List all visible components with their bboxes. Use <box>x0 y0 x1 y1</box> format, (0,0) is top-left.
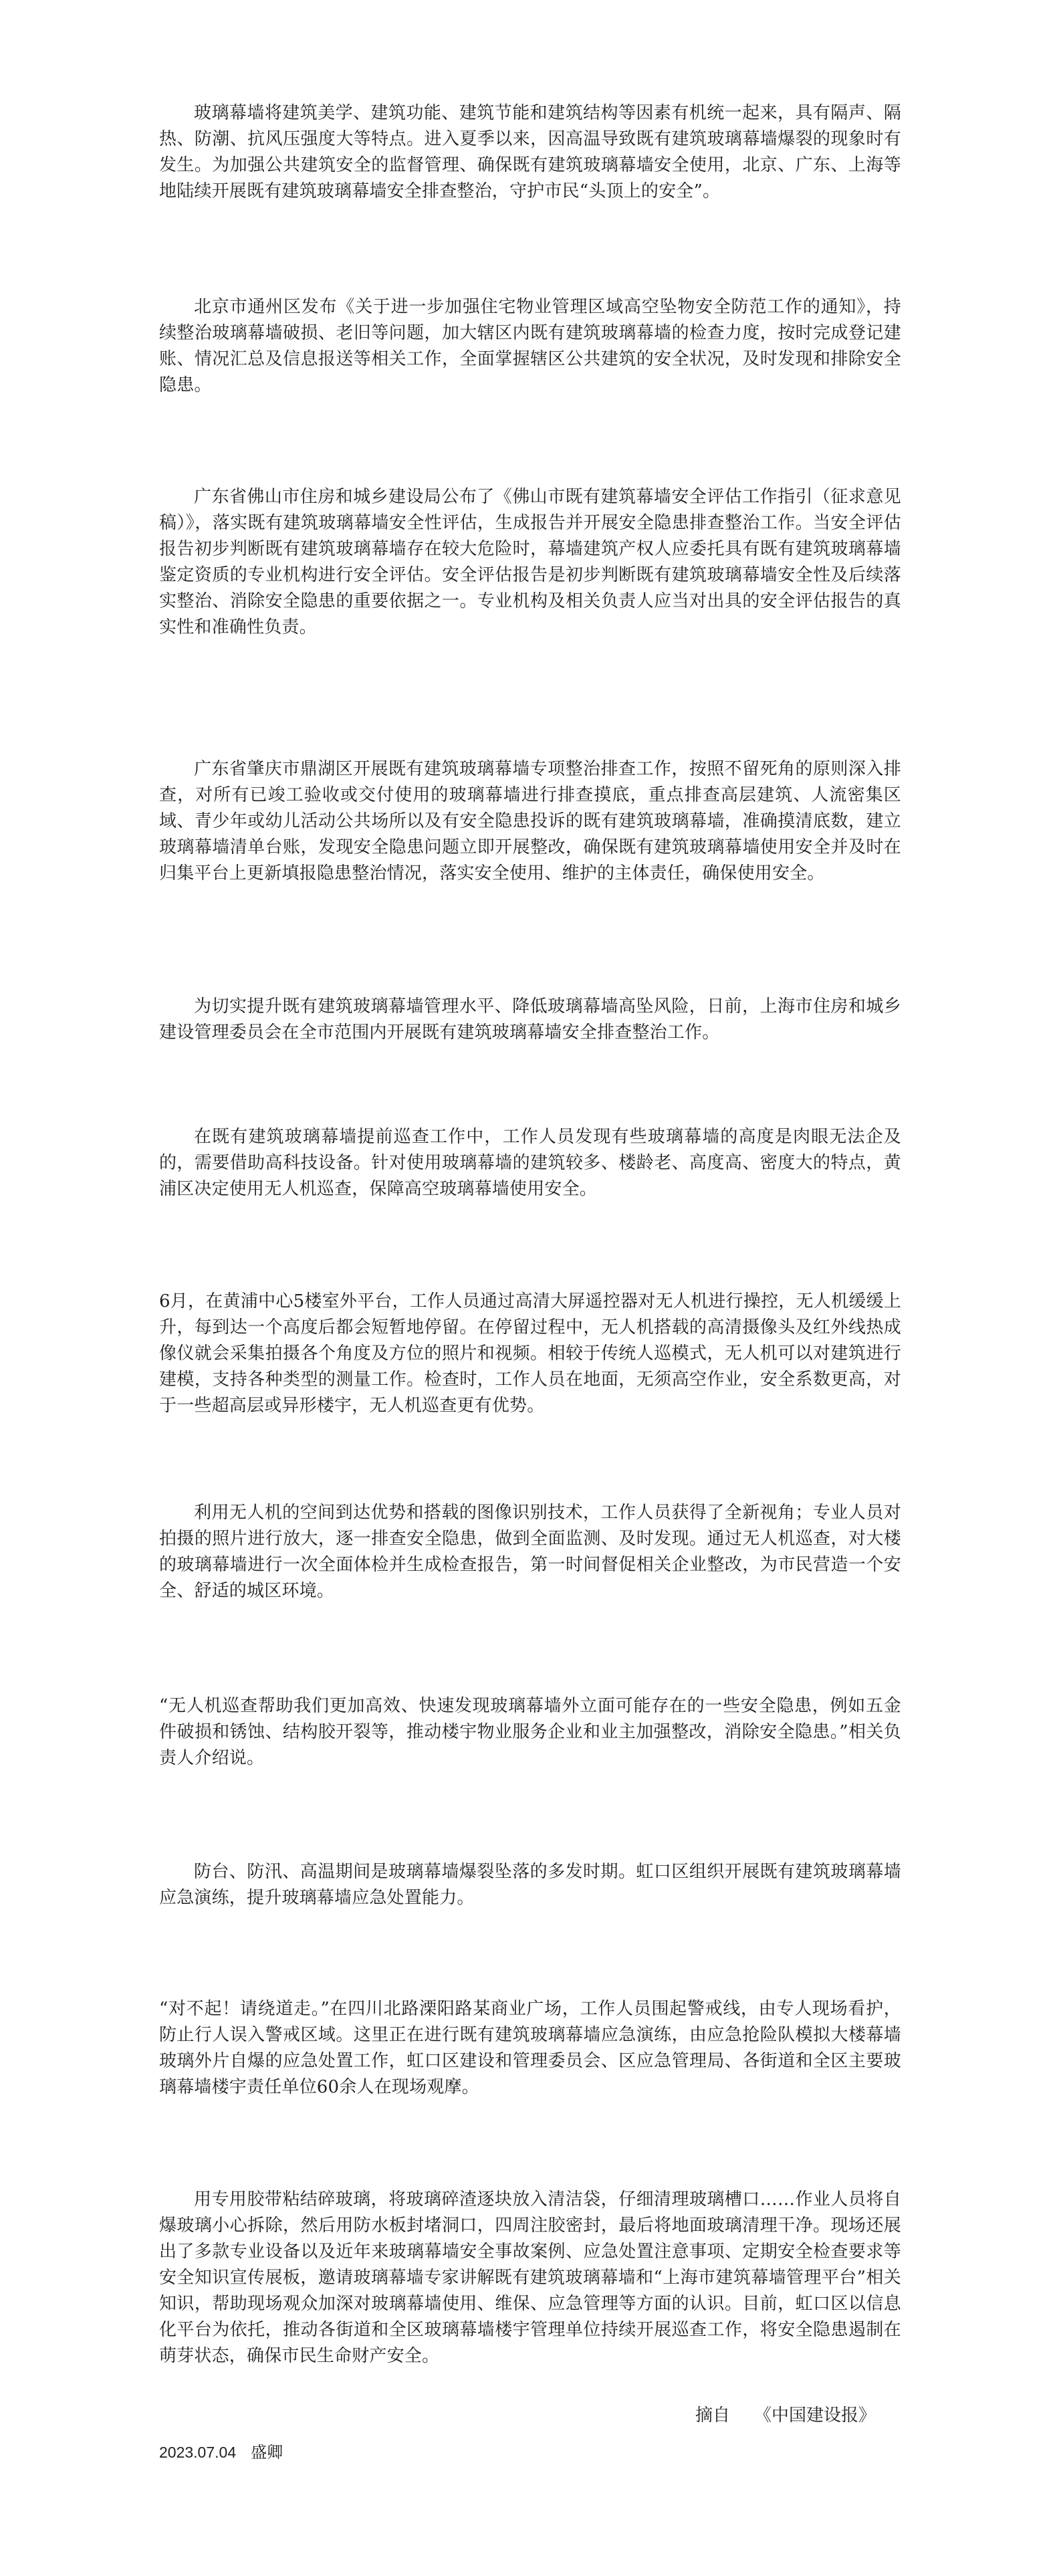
publish-date: 2023.07.04 <box>159 2444 237 2461</box>
author-name: 盛卿 <box>251 2443 283 2462</box>
paragraph-quote: “无人机巡查帮助我们更加高效、快速发现玻璃幕墙外立面可能存在的一些安全隐患，例如五金件破损和锈蚀、结构胶开裂等，推动楼宇物业服务企业和业主加强整改，消除安全隐患。”相关负责人介绍说。 <box>159 1696 901 1768</box>
paragraph-image-recognition: 利用无人机的空间到达优势和搭载的图像识别技术，工作人员获得了全新视角；专业人员对拍摄的照片进行放大，逐一排查安全隐患，做到全面监测、及时发现。通过无人机巡查，对大楼的玻璃幕墙进行一次全面体检并生成检查报告，第一时间督促相关企业整改，为市民营造一个安全、舒适的城区环境。 <box>159 1503 901 1601</box>
paragraph-beijing-tongzhou: 北京市通州区发布《关于进一步加强住宅物业管理区域高空坠物安全防范工作的通知》，持续整治玻璃幕墙破损、老旧等问题，加大辖区内既有建筑玻璃幕墙的检查力度，按时完成登记建账、情况汇总及信息报送等相关工作，全面掌握辖区公共建筑的安全状况，及时发现和排除安全隐患。 <box>159 297 901 395</box>
paragraph-huangpu-drone: 在既有建筑玻璃幕墙提前巡查工作中，工作人员发现有些玻璃幕墙的高度是肉眼无法企及的，需要借助高科技设备。针对使用玻璃幕墙的建筑较多、楼龄老、高度高、密度大的特点，黄浦区决定使用无人机巡查，保障高空玻璃幕墙使用安全。 <box>159 1127 901 1199</box>
paragraph-guangdong-foshan: 广东省佛山市住房和城乡建设局公布了《佛山市既有建筑幕墙安全评估工作指引（征求意见稿）》，落实既有建筑玻璃幕墙安全性评估，生成报告并开展安全隐患排查整治工作。当安全评估报告初步判断既有建筑玻璃幕墙存在较大危险时，幕墙建筑产权人应委托具有既有建筑玻璃幕墙鉴定资质的专业机构进行安全评估。安全评估报告是初步判断既有建筑玻璃幕墙安全性及后续落实整治、消除安全隐患的重要依据之一。专业机构及相关负责人应当对出具的安全评估报告的真实性和准确性负责。 <box>159 487 901 637</box>
paragraph-intro: 玻璃幕墙将建筑美学、建筑功能、建筑节能和建筑结构等因素有机统一起来，具有隔声、隔热、防潮、抗风压强度大等特点。进入夏季以来，因高温导致既有建筑玻璃幕墙爆裂的现象时有发生。为加强公共建筑安全的监督管理、确保既有建筑玻璃幕墙安全使用，北京、广东、上海等地陆续开展既有建筑玻璃幕墙安全排查整治，守护市民“头顶上的安全”。 <box>159 103 901 201</box>
paragraph-drill-scene: “对不起！请绕道走。”在四川北路溧阳路某商业广场，工作人员围起警戒线，由专人现场看护，防止行人误入警戒区域。这里正在进行既有建筑玻璃幕墙应急演练，由应急抢险队模拟大楼幕墙玻璃外片自爆的应急处置工作，虹口区建设和管理委员会、区应急管理局、各街道和全区主要玻璃幕墙楼宇责任单位60余人在现场观摩。 <box>159 1999 901 2097</box>
source-publication: 《中国建设报》 <box>754 2405 876 2426</box>
source-label: 摘自 <box>695 2405 731 2426</box>
paragraph-guangdong-zhaoqing: 广东省肇庆市鼎湖区开展既有建筑玻璃幕墙专项整治排查工作，按照不留死角的原则深入排查，对所有已竣工验收或交付使用的玻璃幕墙进行排查摸底，重点排查高层建筑、人流密集区域、青少年或幼儿活动公共场所以及有安全隐患投诉的既有建筑玻璃幕墙，准确摸清底数，建立玻璃幕墙清单台账，发现安全隐患问题立即开展整改，确保既有建筑玻璃幕墙使用安全并及时在归集平台上更新填报隐患整治情况，落实安全使用、维护的主体责任，确保使用安全。 <box>159 759 901 883</box>
paragraph-hongkou-drill: 防台、防汛、高温期间是玻璃幕墙爆裂坠落的多发时期。虹口区组织开展既有建筑玻璃幕墙应急演练，提升玻璃幕墙应急处置能力。 <box>159 1862 901 1908</box>
paragraph-shanghai-overview: 为切实提升既有建筑玻璃幕墙管理水平、降低玻璃幕墙高坠风险，日前，上海市住房和城乡建设管理委员会在全市范围内开展既有建筑玻璃幕墙安全排查整治工作。 <box>159 996 901 1043</box>
byline <box>159 2440 283 2466</box>
paragraph-june-inspection: 6月，在黄浦中心5楼室外平台，工作人员通过高清大屏遥控器对无人机进行操控，无人机缓缓上升，每到达一个高度后都会短暂地停留。在停留过程中，无人机搭载的高清摄像头及红外线热成像仪就会采集拍摄各个角度及方位的照片和视频。相较于传统人巡模式，无人机可以对建筑进行建模，支持各种类型的测量工作。检查时，工作人员在地面，无须高空作业，安全系数更高，对于一些超高层或异形楼宇，无人机巡查更有优势。 <box>159 1291 901 1416</box>
source-credit <box>695 2403 876 2429</box>
paragraph-drill-procedure: 用专用胶带粘结碎玻璃，将玻璃碎渣逐块放入清洁袋，仔细清理玻璃槽口……作业人员将自爆玻璃小心拆除，然后用防水板封堵洞口，四周注胶密封，最后将地面玻璃清理干净。现场还展出了多款专业设备以及近年来玻璃幕墙安全事故案例、应急处置注意事项、定期安全检查要求等安全知识宣传展板，邀请玻璃幕墙专家讲解既有建筑玻璃幕墙和“上海市建筑幕墙管理平台”相关知识，帮助现场观众加深对玻璃幕墙使用、维保、应急管理等方面的认识。目前，虹口区以信息化平台为依托，推动各街道和全区玻璃幕墙楼宇管理单位持续开展巡查工作，将安全隐患遏制在萌芽状态，确保市民生命财产安全。 <box>159 2189 901 2366</box>
